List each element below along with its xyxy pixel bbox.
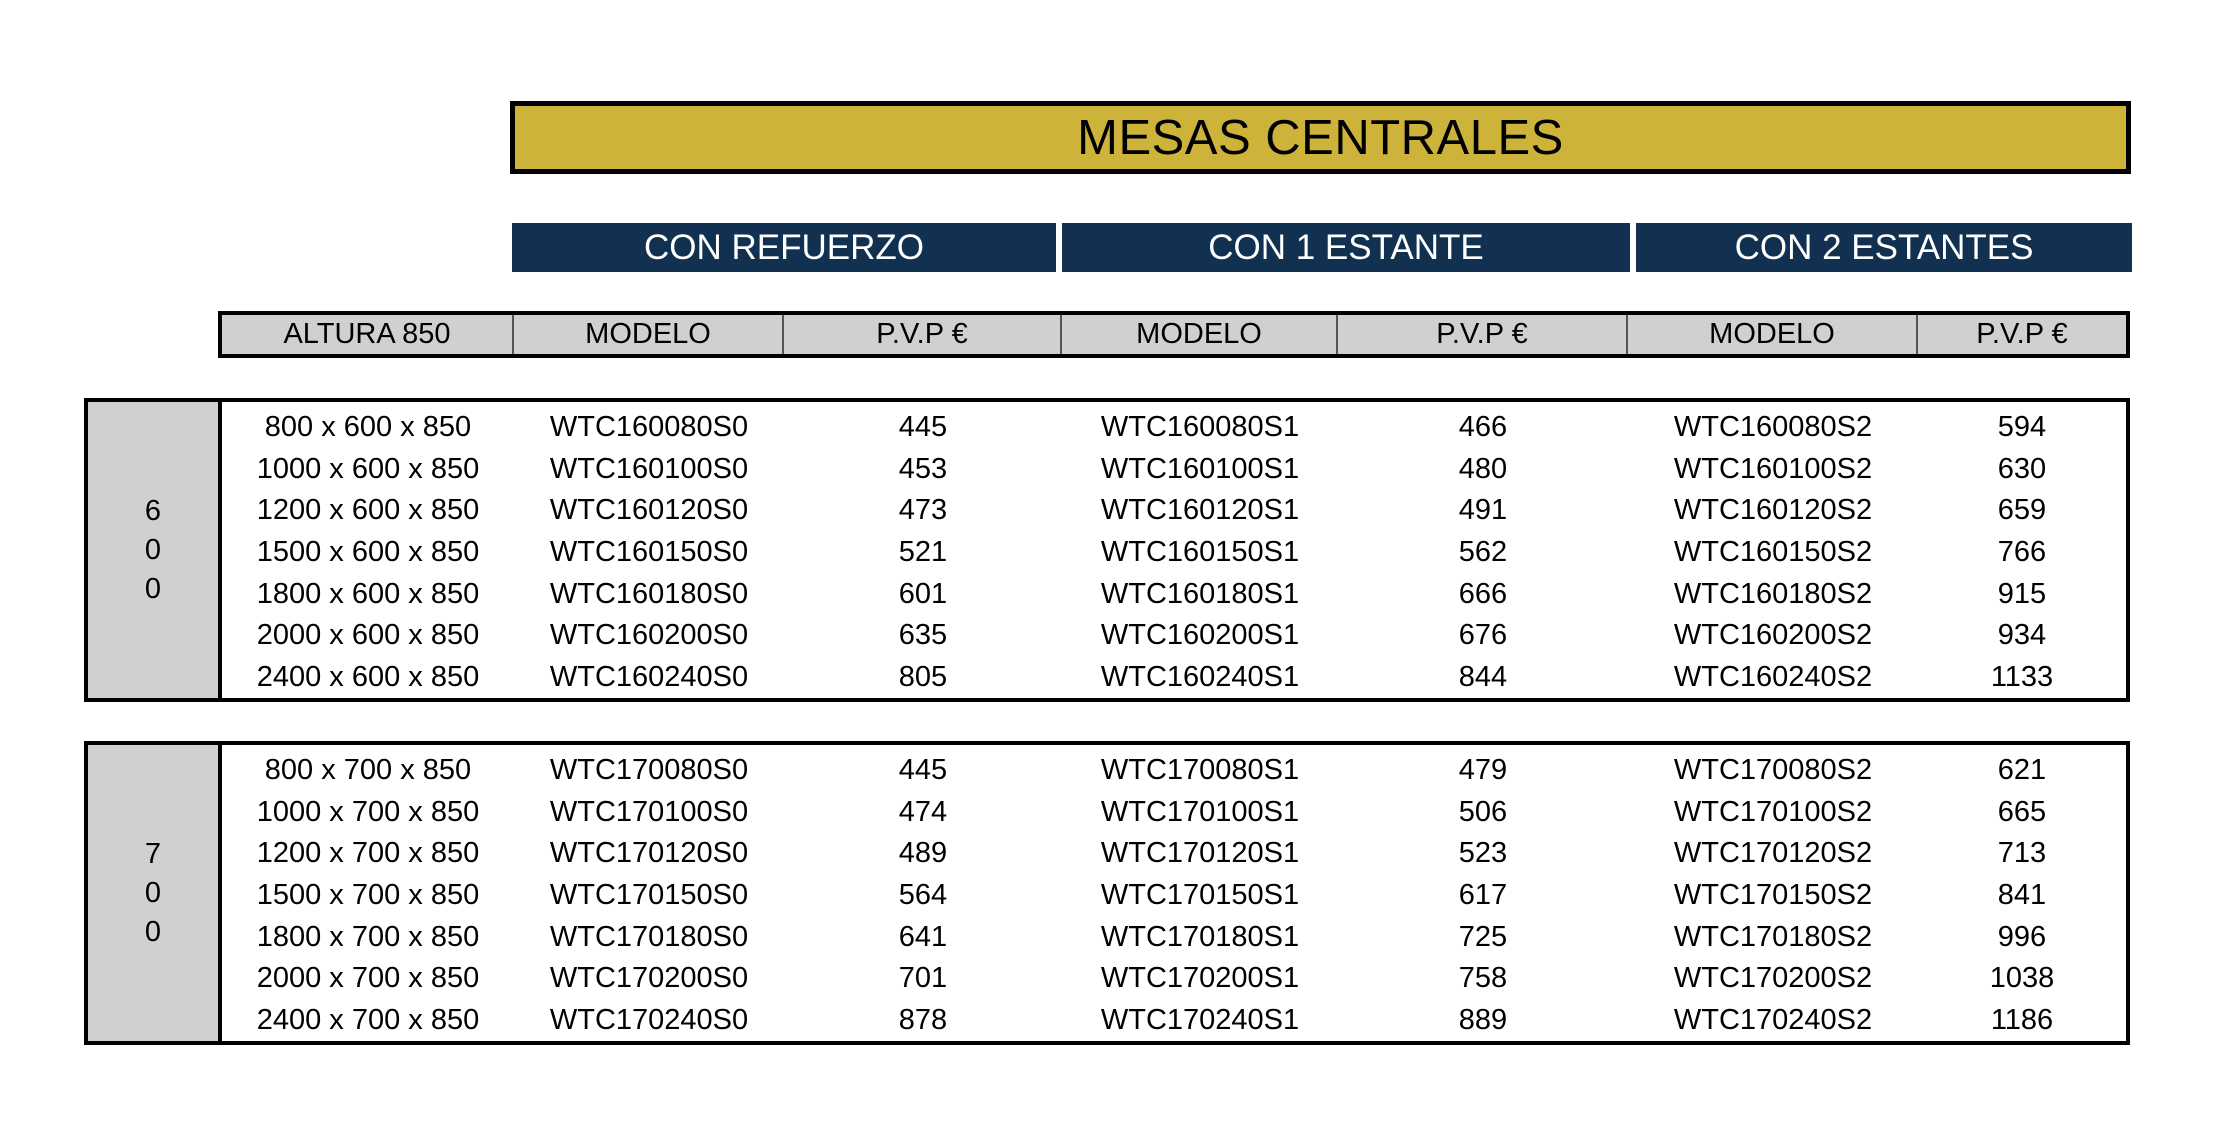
pvp-cell: 523 — [1458, 837, 1508, 870]
table-row — [222, 916, 2126, 958]
modelo-cell: WTC160240S0 — [549, 660, 749, 693]
pvp-cell: 445 — [898, 411, 948, 444]
pvp-cell: 665 — [1997, 795, 2047, 828]
group-label-600 — [88, 402, 222, 698]
modelo-cell: WTC160150S0 — [549, 536, 749, 569]
pvp-cell: 676 — [1458, 619, 1508, 652]
dimension-cell: 1500 x 700 x 850 — [256, 879, 480, 912]
dimension-cell: 2400 x 700 x 850 — [256, 1003, 480, 1036]
table-row — [222, 615, 2126, 657]
modelo-cell: WTC170180S2 — [1673, 920, 1873, 953]
modelo-cell: WTC170120S2 — [1673, 837, 1873, 870]
modelo-cell: WTC170100S2 — [1673, 795, 1873, 828]
header-modelo-refuerzo: MODELO — [514, 315, 784, 354]
pvp-cell: 915 — [1997, 577, 2047, 610]
group-label-digit: 7 — [144, 837, 162, 870]
dimension-cell: 1500 x 600 x 850 — [256, 536, 480, 569]
modelo-cell: WTC160080S2 — [1673, 411, 1873, 444]
table-row — [222, 656, 2126, 698]
header-pvp-refuerzo: P.V.P € — [784, 315, 1062, 354]
pvp-cell: 564 — [898, 879, 948, 912]
modelo-cell: WTC160240S1 — [1100, 660, 1300, 693]
pvp-cell: 635 — [898, 619, 948, 652]
dimension-cell: 2000 x 600 x 850 — [256, 619, 480, 652]
modelo-cell: WTC160080S1 — [1100, 411, 1300, 444]
dimension-cell: 2400 x 600 x 850 — [256, 660, 480, 693]
pvp-cell: 725 — [1458, 920, 1508, 953]
modelo-cell: WTC170180S0 — [549, 920, 749, 953]
group-rows — [222, 402, 2126, 698]
modelo-cell: WTC170180S1 — [1100, 920, 1300, 953]
modelo-cell: WTC170240S0 — [549, 1003, 749, 1036]
modelo-cell: WTC170120S0 — [549, 837, 749, 870]
group-rows — [222, 745, 2126, 1041]
pvp-cell: 521 — [898, 536, 948, 569]
table-row — [222, 532, 2126, 574]
dimension-cell: 800 x 600 x 850 — [264, 411, 472, 444]
pvp-cell: 758 — [1458, 962, 1508, 995]
modelo-cell: WTC160200S2 — [1673, 619, 1873, 652]
pvp-cell: 601 — [898, 577, 948, 610]
modelo-cell: WTC160180S2 — [1673, 577, 1873, 610]
pvp-cell: 934 — [1997, 619, 2047, 652]
header-modelo-2-estantes: MODELO — [1628, 315, 1918, 354]
modelo-cell: WTC170200S2 — [1673, 962, 1873, 995]
pvp-cell: 1038 — [1989, 962, 2055, 995]
pvp-cell: 659 — [1997, 494, 2047, 527]
modelo-cell: WTC160240S2 — [1673, 660, 1873, 693]
header-pvp-1-estante: P.V.P € — [1338, 315, 1628, 354]
dimension-cell: 1000 x 600 x 850 — [256, 452, 480, 485]
modelo-cell: WTC170100S1 — [1100, 795, 1300, 828]
pvp-cell: 621 — [1997, 754, 2047, 787]
modelo-cell: WTC170240S2 — [1673, 1003, 1873, 1036]
table-row — [222, 792, 2126, 834]
pvp-cell: 594 — [1997, 411, 2047, 444]
pvp-cell: 474 — [898, 795, 948, 828]
group-label-digit: 0 — [144, 572, 162, 605]
section-con-refuerzo: CON REFUERZO — [512, 223, 1056, 272]
pvp-cell: 480 — [1458, 452, 1508, 485]
modelo-cell: WTC170200S0 — [549, 962, 749, 995]
modelo-cell: WTC170200S1 — [1100, 962, 1300, 995]
column-header-row — [218, 311, 2130, 358]
header-altura: ALTURA 850 — [222, 315, 514, 354]
table-row — [222, 750, 2126, 792]
modelo-cell: WTC160200S0 — [549, 619, 749, 652]
modelo-cell: WTC160200S1 — [1100, 619, 1300, 652]
modelo-cell: WTC160180S0 — [549, 577, 749, 610]
group-label-digit: 6 — [144, 494, 162, 527]
section-con-2-estantes: CON 2 ESTANTES — [1636, 223, 2132, 272]
modelo-cell: WTC160180S1 — [1100, 577, 1300, 610]
modelo-cell: WTC160150S1 — [1100, 536, 1300, 569]
modelo-cell: WTC160150S2 — [1673, 536, 1873, 569]
modelo-cell: WTC160120S1 — [1100, 494, 1300, 527]
pvp-cell: 641 — [898, 920, 948, 953]
group-700 — [84, 741, 2130, 1045]
dimension-cell: 800 x 700 x 850 — [264, 754, 472, 787]
modelo-cell: WTC160120S2 — [1673, 494, 1873, 527]
pvp-cell: 844 — [1458, 660, 1508, 693]
group-label-digit: 0 — [144, 915, 162, 948]
modelo-cell: WTC170120S1 — [1100, 837, 1300, 870]
pvp-cell: 766 — [1997, 536, 2047, 569]
modelo-cell: WTC160120S0 — [549, 494, 749, 527]
pvp-cell: 489 — [898, 837, 948, 870]
pvp-cell: 453 — [898, 452, 948, 485]
modelo-cell: WTC170150S1 — [1100, 879, 1300, 912]
modelo-cell: WTC170100S0 — [549, 795, 749, 828]
dimension-cell: 1000 x 700 x 850 — [256, 795, 480, 828]
pvp-cell: 713 — [1997, 837, 2047, 870]
modelo-cell: WTC160080S0 — [549, 411, 749, 444]
pvp-cell: 562 — [1458, 536, 1508, 569]
pvp-cell: 889 — [1458, 1003, 1508, 1036]
group-label-digit: 0 — [144, 533, 162, 566]
modelo-cell: WTC170080S0 — [549, 754, 749, 787]
modelo-cell: WTC170150S0 — [549, 879, 749, 912]
pvp-cell: 841 — [1997, 879, 2047, 912]
section-con-1-estante: CON 1 ESTANTE — [1062, 223, 1630, 272]
pvp-cell: 479 — [1458, 754, 1508, 787]
dimension-cell: 1200 x 600 x 850 — [256, 494, 480, 527]
header-modelo-1-estante: MODELO — [1062, 315, 1338, 354]
dimension-cell: 1200 x 700 x 850 — [256, 837, 480, 870]
modelo-cell: WTC170080S2 — [1673, 754, 1873, 787]
pvp-cell: 878 — [898, 1003, 948, 1036]
pvp-cell: 701 — [898, 962, 948, 995]
modelo-cell: WTC160100S2 — [1673, 452, 1873, 485]
modelo-cell: WTC170240S1 — [1100, 1003, 1300, 1036]
pvp-cell: 466 — [1458, 411, 1508, 444]
group-label-700 — [88, 745, 222, 1041]
pvp-cell: 805 — [898, 660, 948, 693]
group-600 — [84, 398, 2130, 702]
table-row — [222, 958, 2126, 1000]
table-row — [222, 407, 2126, 449]
table-row — [222, 449, 2126, 491]
page-title: MESAS CENTRALES — [510, 101, 2131, 174]
modelo-cell: WTC160100S1 — [1100, 452, 1300, 485]
pvp-cell: 445 — [898, 754, 948, 787]
dimension-cell: 2000 x 700 x 850 — [256, 962, 480, 995]
pvp-cell: 1133 — [1990, 660, 2054, 693]
pvp-cell: 506 — [1458, 795, 1508, 828]
header-pvp-2-estantes: P.V.P € — [1976, 318, 2068, 350]
dimension-cell: 1800 x 600 x 850 — [256, 577, 480, 610]
pvp-cell: 491 — [1458, 494, 1508, 527]
pvp-cell: 1186 — [1990, 1003, 2054, 1036]
pvp-cell: 996 — [1997, 920, 2047, 953]
pvp-cell: 617 — [1458, 879, 1508, 912]
table-row — [222, 490, 2126, 532]
pvp-cell: 666 — [1458, 577, 1508, 610]
table-row — [222, 573, 2126, 615]
table-row — [222, 999, 2126, 1041]
table-row — [222, 833, 2126, 875]
table-row — [222, 875, 2126, 917]
pvp-cell: 473 — [898, 494, 948, 527]
modelo-cell: WTC160100S0 — [549, 452, 749, 485]
group-label-digit: 0 — [144, 876, 162, 909]
pvp-cell: 630 — [1997, 452, 2047, 485]
modelo-cell: WTC170080S1 — [1100, 754, 1300, 787]
modelo-cell: WTC170150S2 — [1673, 879, 1873, 912]
dimension-cell: 1800 x 700 x 850 — [256, 920, 480, 953]
